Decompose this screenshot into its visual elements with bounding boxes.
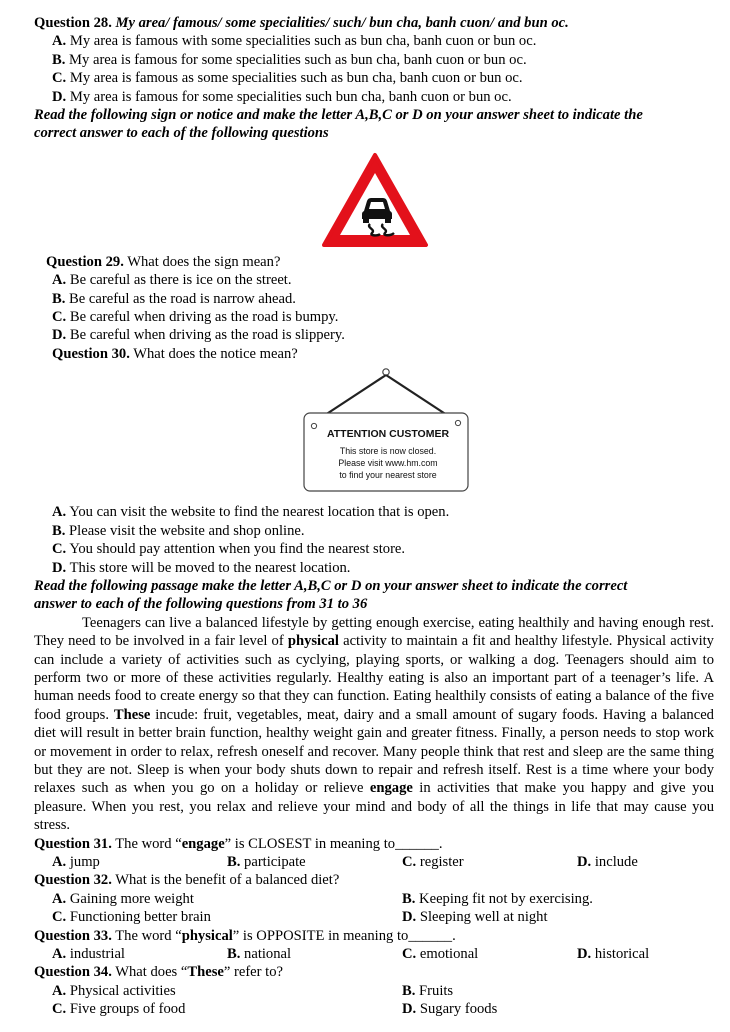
q34-options-row-1	[34, 982, 714, 1000]
option-text: Be careful as there is ice on the street.	[69, 272, 292, 289]
option-key: A.	[52, 946, 67, 963]
option-text: Be careful as the road is narrow ahead.	[69, 290, 296, 307]
notice-line-3: to find your nearest store	[339, 470, 437, 481]
q32-options-row-1	[34, 890, 714, 908]
q33-prompt-word: physical	[181, 927, 233, 944]
option-text: participate	[244, 854, 306, 870]
instruction-1-line-1: Read the following sign or notice and make the letter A,B,C or D on your answer sheet to indicate the	[34, 107, 643, 124]
passage-text: activity to maintain a fit and healthy lifestyle. Physical activity can include a variety of activities such as cyclying, playing sports, or walking a dog. Teenagers should aim to perform two or more of these activities regularly. Healthy eating is also an important part of a teenager’s life. A human needs food to create energy so that they can function. Eating healthily consists of eating a balance of the five food groups.	[34, 633, 714, 723]
option-text: Sleeping well at night	[419, 909, 548, 926]
q32-label: Question 32.	[34, 872, 112, 889]
q34-option-b	[402, 982, 453, 1000]
option-key: D.	[52, 559, 67, 576]
q31-options	[34, 853, 714, 871]
q34-prompt: What does “	[115, 964, 188, 981]
q29-prompt: What does the sign mean?	[127, 253, 281, 270]
q34-option-a	[52, 982, 402, 1000]
q29-option-c	[34, 308, 714, 326]
q30-label: Question 30.	[52, 345, 130, 362]
option-text: My area is famous for some specialities such bun cha, banh cuon or bun oc.	[69, 88, 512, 105]
option-key: C.	[52, 70, 67, 87]
option-text: My area is famous for some specialities such as bun cha, banh cuon or bun oc.	[69, 51, 527, 68]
option-key: B.	[52, 51, 66, 68]
q33-label: Question 33.	[34, 927, 112, 944]
q33-option-a	[52, 945, 227, 963]
q31-prompt-end: ” is CLOSEST in meaning to______.	[224, 835, 443, 852]
q28-option-b	[34, 51, 714, 69]
q30-option-a	[34, 503, 714, 521]
option-text: Physical activities	[69, 982, 176, 999]
q34-prompt-word: These	[187, 964, 224, 981]
passage-text: incude: fruit, vegetables, meat, dairy and a small amount of sugary foods. Having a balanced diet will result in better brain function, healthy weight gain and greater fitness. Finally, a person needs to stop work or movement in order to relax, refresh oneself and recover. Many people think that rest and sleep are the same thing but they are not. Sleep is when your body shuts down to repair and refresh itself. Rest is a time where your body relaxes such as when you go on a holiday or relieve	[34, 706, 714, 797]
option-key: A.	[52, 890, 67, 907]
hanging-notice-board	[302, 367, 472, 501]
option-text: Functioning better brain	[69, 909, 211, 926]
option-key: B.	[52, 522, 66, 539]
q31-option-a	[52, 853, 227, 871]
q29-option-d	[34, 326, 714, 344]
option-key: C.	[52, 541, 67, 558]
q32-options-row-2	[34, 908, 714, 926]
option-text: register	[419, 854, 464, 870]
option-key: B.	[402, 982, 416, 999]
q33-prompt: The word “	[115, 927, 182, 944]
q33-options	[34, 945, 714, 963]
q34-option-d	[402, 1000, 497, 1018]
option-text: emotional	[419, 946, 479, 963]
q33-heading	[34, 927, 714, 945]
passage-text: in activities that make you happy and give you pleasure. When you rest, you relax and relieve your mind and body of all the things in life that may cause you stress.	[34, 780, 714, 834]
q29-option-b	[34, 290, 714, 308]
option-text: My area is famous as some specialities such as bun cha, banh cuon or bun oc.	[69, 70, 523, 87]
q28-prompt: My area/ famous/ some specialities/ such/ bun cha, banh cuon/ and bun oc.	[115, 15, 569, 31]
option-key: D.	[402, 1001, 417, 1018]
option-text: historical	[594, 946, 650, 963]
q30-heading	[34, 345, 714, 363]
instruction-2-line-1: Read the following passage make the letter A,B,C or D on your answer sheet to indicate the correct	[34, 577, 628, 594]
option-key: C.	[402, 946, 417, 963]
q28-label: Question 28.	[34, 15, 112, 31]
q28-option-c	[34, 69, 714, 87]
q30-prompt: What does the notice mean?	[133, 345, 298, 362]
q33-prompt-end: ” is OPPOSITE in meaning to______.	[232, 927, 456, 944]
option-text: Five groups of food	[69, 1001, 186, 1018]
q34-option-c	[52, 1000, 402, 1018]
q28-option-a	[34, 32, 714, 50]
option-text: This store will be moved to the nearest location.	[69, 559, 351, 576]
option-key: D.	[52, 327, 67, 344]
notice-line-1: This store is now closed.	[339, 446, 437, 457]
q34-options-row-2	[34, 1000, 714, 1018]
notice-title: ATTENTION CUSTOMER	[326, 428, 450, 441]
q32-option-d	[402, 908, 548, 926]
option-text: You should pay attention when you find the nearest store.	[69, 541, 406, 558]
option-key: A.	[52, 504, 67, 521]
q29-label: Question 29.	[46, 253, 124, 270]
option-key: A.	[52, 272, 67, 289]
option-key: D.	[577, 946, 592, 963]
option-key: C.	[402, 854, 417, 870]
q31-prompt: The word “	[115, 835, 182, 852]
q30-option-b	[34, 522, 714, 540]
option-text: Please visit the website and shop online.	[69, 522, 305, 539]
option-text: Be careful when driving as the road is bumpy.	[69, 309, 339, 326]
q34-prompt-end: ” refer to?	[223, 964, 283, 981]
option-text: My area is famous with some specialities such as bun cha, banh cuon or bun oc.	[69, 33, 537, 50]
q33-option-d	[577, 945, 707, 963]
q29-heading	[34, 253, 714, 271]
passage-highlight-physical: physical	[287, 633, 339, 650]
option-text: jump	[69, 854, 100, 870]
option-text: include	[594, 854, 638, 870]
q28-heading	[34, 14, 714, 32]
q29-option-a	[34, 271, 714, 289]
option-key: D.	[402, 909, 417, 926]
q32-option-c	[52, 908, 402, 926]
slippery-road-warning-sign-icon	[320, 151, 430, 249]
q33-option-b	[227, 945, 402, 963]
q34-heading	[34, 963, 714, 981]
option-key: D.	[52, 88, 67, 105]
instruction-1-line-2: correct answer to each of the following questions	[34, 125, 329, 142]
passage-highlight-engage: engage	[369, 780, 413, 797]
q31-option-c	[402, 853, 577, 871]
option-key: A.	[52, 854, 67, 870]
q30-option-d	[34, 559, 714, 577]
passage-text: Teenagers can live a balanced lifestyle by getting enough exercise, eating healthily and having enough rest. They need to be involved in a fair level of	[34, 614, 714, 650]
option-text: national	[244, 946, 292, 963]
option-key: A.	[52, 33, 67, 50]
option-key: C.	[52, 309, 67, 326]
q32-option-a	[52, 890, 402, 908]
option-text: Be careful when driving as the road is slippery.	[69, 327, 345, 344]
option-text: Sugary foods	[419, 1001, 498, 1018]
option-key: D.	[577, 854, 592, 870]
q32-option-b	[402, 890, 593, 908]
option-key: B.	[227, 946, 241, 963]
option-key: B.	[402, 890, 416, 907]
q34-label: Question 34.	[34, 964, 112, 981]
q31-option-d	[577, 853, 707, 871]
q31-heading	[34, 835, 714, 853]
q32-heading	[34, 871, 714, 889]
notice-container	[34, 367, 714, 501]
q33-option-c	[402, 945, 577, 963]
q31-label: Question 31.	[34, 835, 112, 852]
option-key: A.	[52, 982, 67, 999]
q31-prompt-word: engage	[181, 835, 225, 852]
option-key: C.	[52, 909, 67, 926]
q28-option-d	[34, 88, 714, 106]
option-text: You can visit the website to find the nearest location that is open.	[69, 504, 450, 521]
worksheet	[34, 14, 714, 1019]
passage-highlight-these: These	[113, 706, 151, 723]
q30-option-c	[34, 540, 714, 558]
option-key: B.	[227, 854, 241, 870]
option-text: Fruits	[419, 982, 454, 999]
option-text: Gaining more weight	[69, 890, 194, 907]
notice-line-2: Please visit www.hm.com	[338, 458, 438, 469]
option-text: industrial	[69, 946, 125, 963]
option-key: C.	[52, 1001, 67, 1018]
q32-prompt: What is the benefit of a balanced diet?	[115, 872, 340, 889]
sign-container	[34, 151, 714, 251]
option-key: B.	[52, 290, 66, 307]
option-text: Keeping fit not by exercising.	[419, 890, 593, 907]
reading-passage	[34, 614, 714, 835]
instruction-2-line-2: answer to each of the following questions from 31 to 36	[34, 596, 368, 613]
q31-option-b	[227, 853, 402, 871]
